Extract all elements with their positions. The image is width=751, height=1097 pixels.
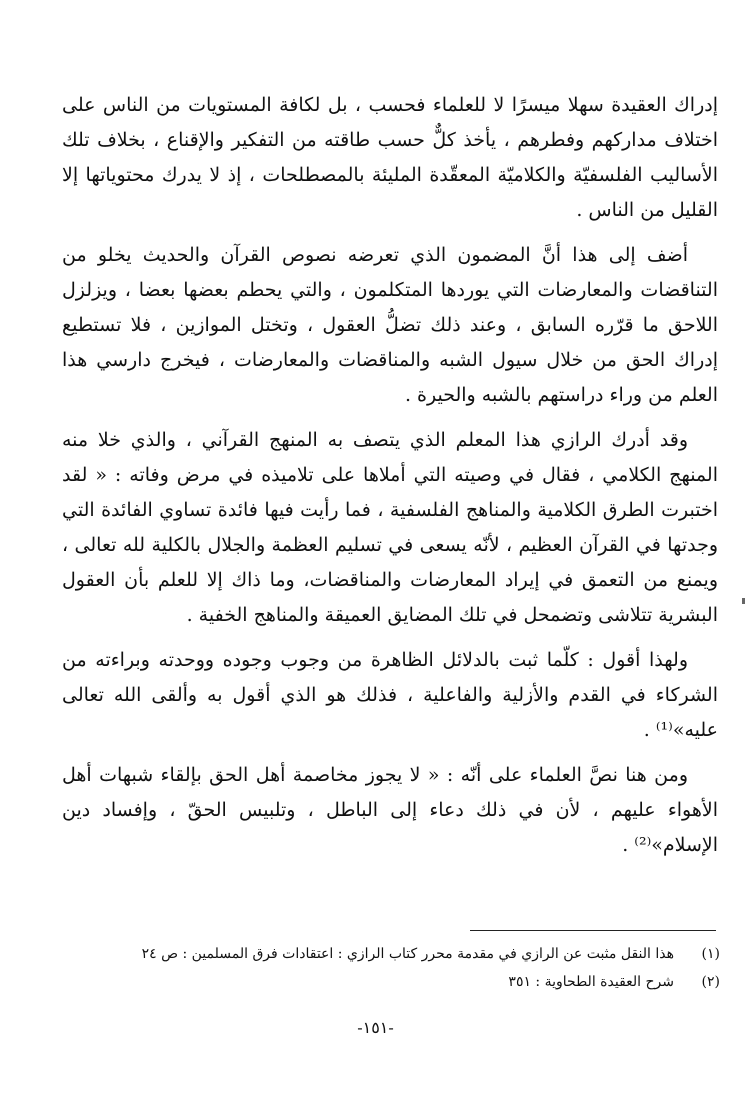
paragraph-4: ولهذا أقول : كلّما ثبت بالدلائل الظاهرة من وجوب وجوده ووحدته وبراءته من الشركاء في القدم والأزلية والفاعلية ، فذلك هو الذي أقول به وألقى الله تعالى عليه»⁽¹⁾ . — [62, 649, 718, 741]
paragraph-1: إدراك العقيدة سهلا ميسرًا لا للعلماء فحسب ، بل لكافة المستويات من الناس على اختلاف مداركهم وفطرهم ، يأخذ كلٌّ حسب طاقته من التفكير والإقناع ، بخلاف تلك الأساليب الفلسفيّة والكلاميّة المعقّدة المليئة بالمصطلحات ، إذ لا يدرك محتوياتها إلا القليل من الناس . — [62, 94, 718, 221]
footnote-separator — [470, 930, 716, 931]
paragraph-5: ومن هنا نصَّ العلماء على أنّه : « لا يجوز مخاصمة أهل الحق بإلقاء شبهات أهل الأهواء عليهم ، لأن في ذلك دعاء إلى الباطل ، وتلبيس الحقّ ، وإفساد دين الإسلام»⁽²⁾ . — [62, 764, 718, 856]
paragraph-2: أضف إلى هذا أنَّ المضمون الذي تعرضه نصوص القرآن والحديث يخلو من التناقضات والمعارضات التي يوردها المتكلمون ، والتي يحطم بعضها بعضا ، ويزلزل اللاحق ما قرّره السابق ، وعند ذلك تضلُّ العقول ، وتختل الموازين ، فلا تستطيع إدراك الحق من خلال سيول الشبه والمناقضات والمعارضات ، فيخرج دارسي هذا العلم من وراء دراستهم بالشبه والحيرة . — [62, 244, 718, 406]
footnote-text: شرح العقيدة الطحاوية : ٣٥١ — [508, 974, 674, 990]
footnote-text: هذا النقل مثبت عن الرازي في مقدمة محرر كتاب الرازي : اعتقادات فرق المسلمين : ص ٢٤ — [141, 946, 674, 962]
footnote-1 — [120, 940, 720, 968]
scan-artifact — [742, 598, 745, 604]
footnotes — [120, 940, 720, 996]
page-number: -١٥١- — [357, 1018, 394, 1037]
main-text — [62, 88, 718, 873]
footnote-number: (١) — [701, 946, 720, 962]
footnote-number: (٢) — [701, 974, 720, 990]
paragraph-3: وقد أدرك الرازي هذا المعلم الذي يتصف به المنهج القرآني ، والذي خلا منه المنهج الكلامي ، فقال في وصيته التي أملاها على تلاميذه في مرض وفاته : « لقد اختبرت الطرق الكلامية والمناهج الفلسفية ، فما رأيت فيها فائدة تساوي الفائدة التي وجدتها في القرآن العظيم ، لأنّه يسعى في تسليم العظمة والجلال بالكلية لله تعالى ، ويمنع من التعمق في إيراد المعارضات والمناقضات، وما ذاك إلا للعلم بأن العقول البشرية تتلاشى وتضمحل في تلك المضايق العميقة والمناهج الخفية . — [62, 429, 718, 626]
footnote-2 — [120, 968, 720, 996]
